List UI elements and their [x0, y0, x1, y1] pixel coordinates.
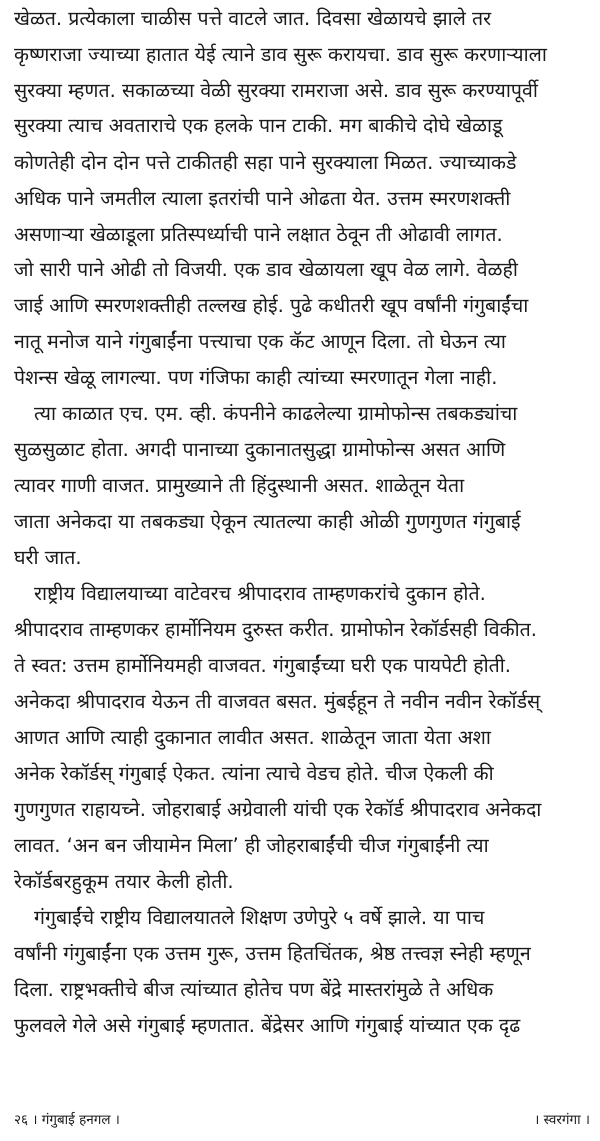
text-line: रेकॉर्डबरहुकूम तयार केली होती.	[14, 870, 234, 893]
text-line: घरी जात.	[14, 546, 82, 569]
text-line: फुलवले गेले असे गंगुबाई म्हणतात. बेंद्रेसर आणि गंगुबाई यांच्यात एक दृढ	[14, 1014, 521, 1037]
text-line: अनेकदा श्रीपादराव येऊन ती वाजवत बसत. मुंबईहून ते नवीन नवीन रेकॉर्डस्	[14, 690, 541, 713]
text-line: ते स्वत: उत्तम हार्मोनियमही वाजवत. गंगुबाईंच्या घरी एक पायपेटी होती.	[14, 654, 511, 677]
text-line: लावत. ‘अन बन जीयामेन मिला’ ही जोहराबाईंची चीज गंगुबाईंनी त्या	[14, 834, 489, 857]
footer-book-title: । स्वरगंगा ।	[534, 1112, 590, 1128]
text-line: खेळत. प्रत्येकाला चाळीस पत्ते वाटले जात. दिवसा खेळायचे झाले तर	[14, 7, 492, 30]
text-line: सुरक्या म्हणत. सकाळच्या वेळी सुरक्या रामराजा असे. डाव सुरू करण्यापूर्वी	[14, 79, 538, 102]
text-line: गुणगुणत राहायच्ने. जोहराबाई अग्रेवाली यांची एक रेकॉर्ड श्रीपादराव अनेकदा	[14, 798, 542, 821]
text-line: अनेक रेकॉर्डस् गंगुबाई ऐकत. त्यांना त्याचे वेडच होते. चीज ऐकली की	[14, 762, 494, 785]
page-footer	[14, 1108, 590, 1132]
text-line: जाई आणि स्मरणशक्तीही तल्लख होई. पुढे कधीतरी खूप वर्षांनी गंगुबाईंचा	[14, 294, 529, 317]
footer-page-number-title: २६ । गंगुबाई हनगल ।	[14, 1112, 120, 1128]
text-line: जो सारी पाने ओढी तो विजयी. एक डाव खेळायला खूप वेळ लागे. वेळही	[14, 258, 518, 281]
text-line: त्यावर गाणी वाजत. प्रामुख्याने ती हिंदुस्थानी असत. शाळेतून येता	[14, 474, 465, 497]
text-line: श्रीपादराव ताम्हणकर हार्मोनियम दुरुस्त करीत. ग्रामोफोन रेकॉर्डसही विकीत.	[14, 618, 537, 641]
paragraph-start-line: त्या काळात एच. एम. व्ही. कंपनीने काढलेल्या ग्रामोफोन्स तबकड्यांचा	[34, 402, 518, 425]
text-line: असणाऱ्या खेळाडूला प्रतिस्पर्ध्याची पाने लक्षात ठेवून ती ओढावी लागत.	[14, 223, 503, 246]
text-line: कोणतेही दोन दोन पत्ते टाकीतही सहा पाने सुरक्याला मिळत. ज्याच्याकडे	[14, 151, 517, 174]
text-line: पेशन्स खेळू लागल्या. पण गंजिफा काही त्यांच्या स्मरणातून गेला नाही.	[14, 366, 498, 389]
text-line: कृष्णराजा ज्याच्या हातात येई त्याने डाव सुरू करायचा. डाव सुरू करणाऱ्याला	[14, 43, 547, 66]
text-line: दिला. राष्ट्रभक्तीचे बीज त्यांच्यात होतेच पण बेंद्रे मास्तरांमुळे ते अधिक	[14, 978, 494, 1001]
text-line: जाता अनेकदा या तबकड्या ऐकून त्यातल्या काही ओळी गुणगुणत गंगुबाई	[14, 510, 521, 533]
text-line: अधिक पाने जमतील त्याला इतरांची पाने ओढता येत. उत्तम स्मरणशक्ती	[14, 187, 511, 210]
text-line: सुळसुळाट होता. अगदी पानाच्या दुकानातसुद्धा ग्रामोफोन्स असत आणि	[14, 438, 506, 461]
text-line: वर्षांनी गंगुबाईंना एक उत्तम गुरू, उत्तम हितचिंतक, श्रेष्ठ तत्त्वज्ञ स्नेही म्हणून	[14, 942, 531, 965]
paragraph-start-line: राष्ट्रीय विद्यालयाच्या वाटेवरच श्रीपादराव ताम्हणकरांचे दुकान होते.	[34, 582, 486, 605]
text-line: नातू मनोज याने गंगुबाईंना पत्त्याचा एक कॅट आणून दिला. तो घेऊन त्या	[14, 330, 506, 353]
text-line: सुरक्या त्याच अवताराचे एक हलके पान टाकी. मग बाकीचे दोघे खेळाडू	[14, 114, 503, 137]
paragraph-start-line: गंगुबाईंचे राष्ट्रीय विद्यालयातले शिक्षण उणेपुरे ५ वर्षे झाले. या पाच	[34, 906, 485, 929]
text-line: आणत आणि त्याही दुकानात लावीत असत. शाळेतून जाता येता अशा	[14, 726, 491, 749]
